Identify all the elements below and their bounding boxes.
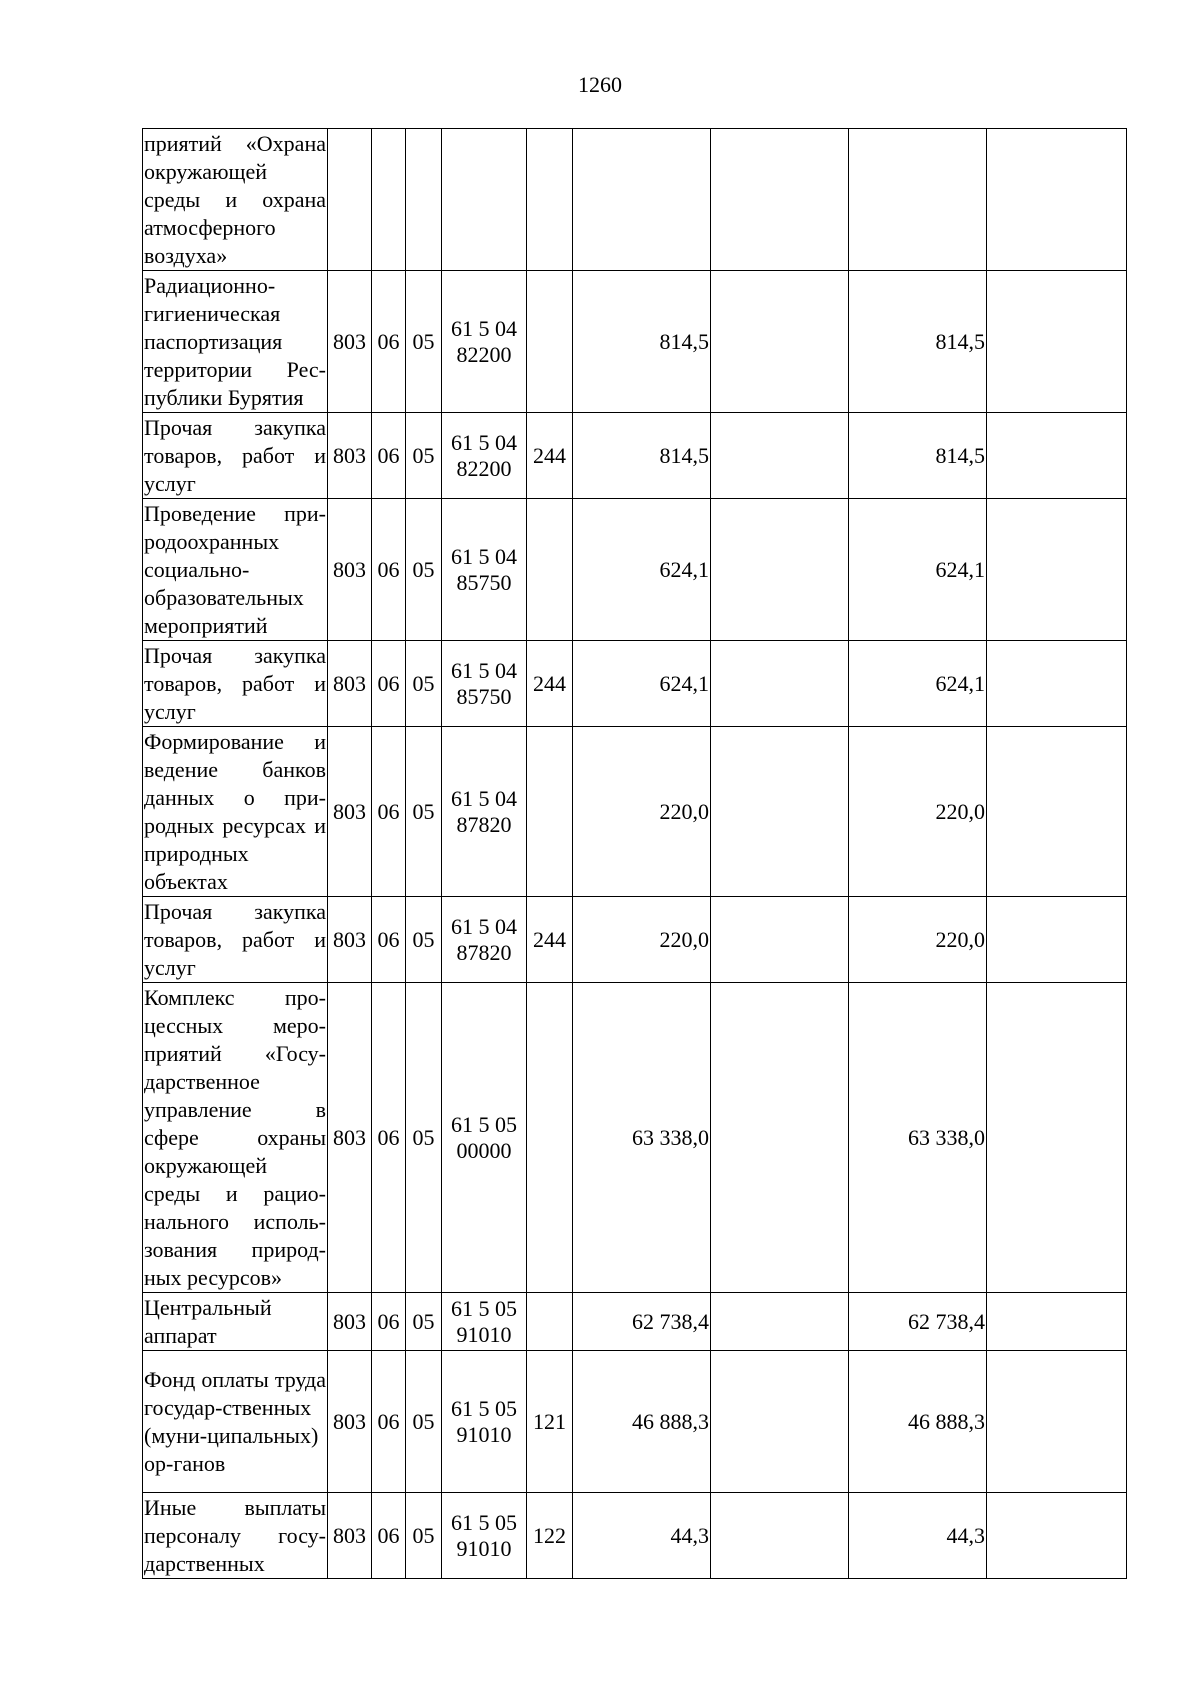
table-row <box>143 499 1127 641</box>
amount-cell-2 <box>711 271 849 413</box>
amount-cell-3: 220,0 <box>849 897 987 983</box>
amount-cell-2 <box>711 641 849 727</box>
amount-cell-1: 44,3 <box>573 1493 711 1579</box>
amount-cell-4 <box>987 1493 1127 1579</box>
amount-cell-2 <box>711 1351 849 1493</box>
row-name-cell: Прочая закупка товаров, работ и услуг <box>143 413 328 499</box>
rz-cell: 06 <box>372 1351 406 1493</box>
page-number: 1260 <box>578 72 622 97</box>
amount-cell-4 <box>987 271 1127 413</box>
vr-cell <box>527 727 573 897</box>
pr-cell <box>406 129 442 271</box>
row-name-cell: Комплекс про-цессных меро-приятий «Госу-дарственное управление в сфере охраны окружающей среды и рацио-нального исполь-зования природ-ных ресурсов» <box>143 983 328 1293</box>
grbs-cell: 803 <box>328 1493 372 1579</box>
amount-cell-1: 63 338,0 <box>573 983 711 1293</box>
vr-cell <box>527 129 573 271</box>
csr-cell: 61 5 04 87820 <box>442 727 527 897</box>
csr-cell: 61 5 04 82200 <box>442 271 527 413</box>
csr-cell: 61 5 05 91010 <box>442 1493 527 1579</box>
grbs-cell: 803 <box>328 897 372 983</box>
amount-cell-2 <box>711 499 849 641</box>
grbs-cell: 803 <box>328 727 372 897</box>
csr-cell: 61 5 05 91010 <box>442 1351 527 1493</box>
amount-cell-1: 220,0 <box>573 727 711 897</box>
vr-cell: 244 <box>527 897 573 983</box>
vr-cell: 121 <box>527 1351 573 1493</box>
grbs-cell: 803 <box>328 271 372 413</box>
amount-cell-1 <box>573 129 711 271</box>
amount-cell-3: 814,5 <box>849 413 987 499</box>
amount-cell-3 <box>849 129 987 271</box>
table-body <box>143 129 1127 1579</box>
grbs-cell: 803 <box>328 413 372 499</box>
pr-cell: 05 <box>406 983 442 1293</box>
amount-cell-4 <box>987 727 1127 897</box>
row-name-cell: приятий «Охрана окружающей среды и охрана атмосферного воздуха» <box>143 129 328 271</box>
csr-cell: 61 5 05 00000 <box>442 983 527 1293</box>
pr-cell: 05 <box>406 413 442 499</box>
rz-cell: 06 <box>372 983 406 1293</box>
amount-cell-2 <box>711 129 849 271</box>
csr-cell: 61 5 04 85750 <box>442 499 527 641</box>
amount-cell-1: 62 738,4 <box>573 1293 711 1351</box>
amount-cell-1: 624,1 <box>573 499 711 641</box>
amount-cell-1: 814,5 <box>573 271 711 413</box>
rz-cell: 06 <box>372 413 406 499</box>
amount-cell-3: 220,0 <box>849 727 987 897</box>
amount-cell-2 <box>711 727 849 897</box>
grbs-cell: 803 <box>328 499 372 641</box>
amount-cell-1: 814,5 <box>573 413 711 499</box>
amount-cell-4 <box>987 641 1127 727</box>
pr-cell: 05 <box>406 897 442 983</box>
rz-cell: 06 <box>372 641 406 727</box>
pr-cell: 05 <box>406 1293 442 1351</box>
rz-cell: 06 <box>372 1493 406 1579</box>
vr-cell <box>527 1293 573 1351</box>
amount-cell-3: 624,1 <box>849 641 987 727</box>
grbs-cell: 803 <box>328 1293 372 1351</box>
pr-cell: 05 <box>406 727 442 897</box>
vr-cell: 122 <box>527 1493 573 1579</box>
pr-cell: 05 <box>406 1351 442 1493</box>
rz-cell: 06 <box>372 1293 406 1351</box>
amount-cell-3: 63 338,0 <box>849 983 987 1293</box>
table-row <box>143 1293 1127 1351</box>
csr-cell <box>442 129 527 271</box>
row-name-cell: Прочая закупка товаров, работ и услуг <box>143 897 328 983</box>
rz-cell: 06 <box>372 271 406 413</box>
pr-cell: 05 <box>406 271 442 413</box>
rz-cell: 06 <box>372 727 406 897</box>
rz-cell: 06 <box>372 499 406 641</box>
table-row <box>143 129 1127 271</box>
table-row <box>143 983 1127 1293</box>
table-row <box>143 727 1127 897</box>
row-name-cell: Фонд оплаты труда государ-ственных (муни-ципальных) ор-ганов <box>143 1351 328 1493</box>
vr-cell: 244 <box>527 413 573 499</box>
amount-cell-1: 220,0 <box>573 897 711 983</box>
row-name-cell: Радиационно-гигиеническая паспортизация территории Рес-публики Бурятия <box>143 271 328 413</box>
row-name-cell: Прочая закупка товаров, работ и услуг <box>143 641 328 727</box>
grbs-cell: 803 <box>328 641 372 727</box>
row-name-cell: Проведение при-родоохранных социально-образовательных мероприятий <box>143 499 328 641</box>
rz-cell <box>372 129 406 271</box>
amount-cell-2 <box>711 983 849 1293</box>
table-row <box>143 1351 1127 1493</box>
table-row <box>143 271 1127 413</box>
vr-cell <box>527 271 573 413</box>
amount-cell-2 <box>711 413 849 499</box>
row-name-cell: Формирование и ведение банков данных о при-родных ресурсах и природных объектах <box>143 727 328 897</box>
table-row <box>143 641 1127 727</box>
grbs-cell: 803 <box>328 983 372 1293</box>
amount-cell-2 <box>711 897 849 983</box>
grbs-cell <box>328 129 372 271</box>
vr-cell: 244 <box>527 641 573 727</box>
grbs-cell: 803 <box>328 1351 372 1493</box>
amount-cell-1: 46 888,3 <box>573 1351 711 1493</box>
rz-cell: 06 <box>372 897 406 983</box>
table-row <box>143 413 1127 499</box>
pr-cell: 05 <box>406 641 442 727</box>
csr-cell: 61 5 04 85750 <box>442 641 527 727</box>
amount-cell-4 <box>987 413 1127 499</box>
vr-cell <box>527 983 573 1293</box>
amount-cell-3: 46 888,3 <box>849 1351 987 1493</box>
amount-cell-3: 62 738,4 <box>849 1293 987 1351</box>
amount-cell-4 <box>987 1351 1127 1493</box>
amount-cell-2 <box>711 1493 849 1579</box>
amount-cell-3: 814,5 <box>849 271 987 413</box>
csr-cell: 61 5 04 87820 <box>442 897 527 983</box>
table-row <box>143 1493 1127 1579</box>
amount-cell-4 <box>987 897 1127 983</box>
amount-cell-2 <box>711 1293 849 1351</box>
amount-cell-3: 624,1 <box>849 499 987 641</box>
amount-cell-1: 624,1 <box>573 641 711 727</box>
pr-cell: 05 <box>406 499 442 641</box>
vr-cell <box>527 499 573 641</box>
budget-table <box>142 128 1127 1579</box>
row-name-cell: Центральный аппарат <box>143 1293 328 1351</box>
amount-cell-3: 44,3 <box>849 1493 987 1579</box>
csr-cell: 61 5 05 91010 <box>442 1293 527 1351</box>
amount-cell-4 <box>987 1293 1127 1351</box>
csr-cell: 61 5 04 82200 <box>442 413 527 499</box>
table-row <box>143 897 1127 983</box>
pr-cell: 05 <box>406 1493 442 1579</box>
amount-cell-4 <box>987 499 1127 641</box>
row-name-cell: Иные выплаты персоналу госу-дарственных <box>143 1493 328 1579</box>
amount-cell-4 <box>987 129 1127 271</box>
amount-cell-4 <box>987 983 1127 1293</box>
